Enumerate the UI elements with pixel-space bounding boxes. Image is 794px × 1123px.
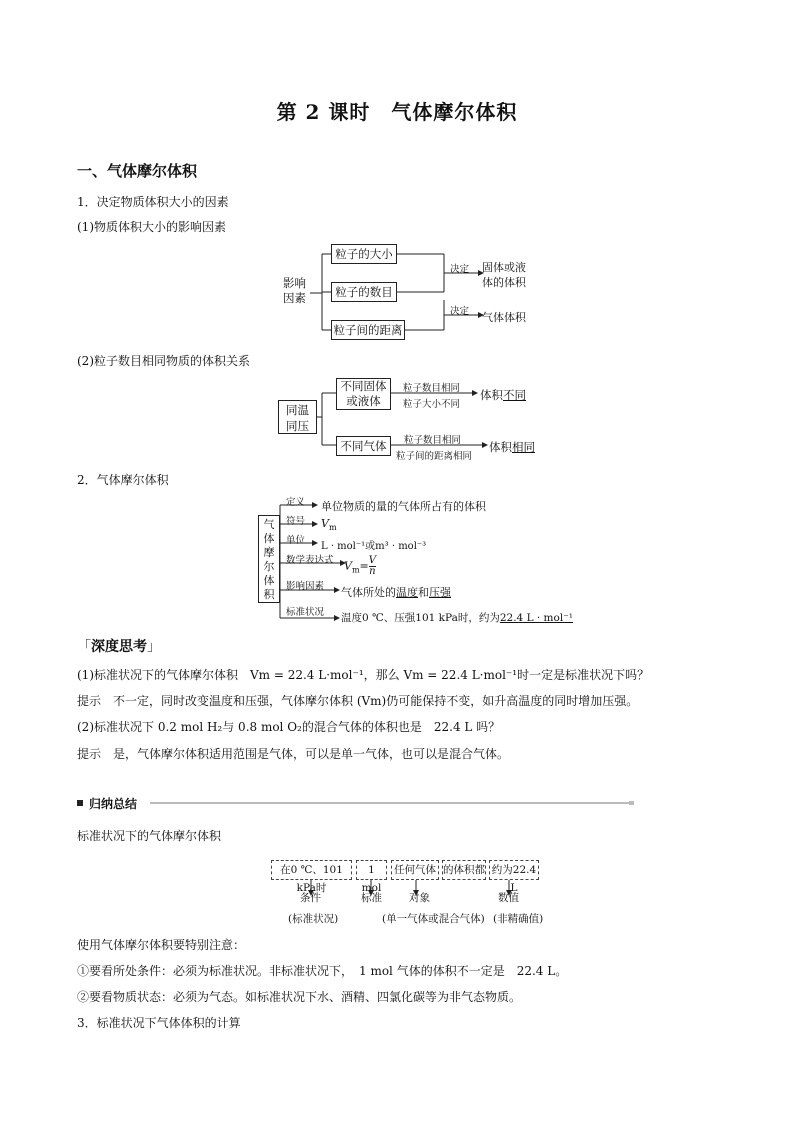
d4-box-amount: 1 mol bbox=[356, 860, 387, 880]
d4-caption-object-note: (单一气体或混合气体) bbox=[382, 913, 485, 925]
d3-val-definition: 单位物质的量的气体所占有的体积 bbox=[321, 500, 486, 513]
note-1: ①要看所处条件：必须为标准状况。非标准状况下， 1 mol 气体的体积不一定是 22.4 L。 bbox=[77, 964, 568, 978]
d1-box-count: 粒子的数目 bbox=[331, 282, 397, 302]
note-2: ②要看物质状态：必须为气态。如标准状况下水、酒精、四氯化碳等为非气态物质。 bbox=[77, 990, 522, 1004]
d3-val-factors: 气体所处的温度和压强 bbox=[341, 586, 451, 599]
d1-decide-2: 决定 bbox=[450, 306, 470, 317]
d1-result-gas: 气体体积 bbox=[482, 311, 526, 324]
d1-left-label: 影响 因素 bbox=[283, 276, 306, 305]
d3-left-box: 气 体 摩 尔 体 积 bbox=[258, 515, 280, 603]
d3-key-symbol: 符号 bbox=[286, 516, 306, 527]
d2-left-box: 同温 同压 bbox=[278, 400, 317, 434]
d2-label-2b: 粒子间的距离相同 bbox=[396, 451, 473, 462]
d3-key-standard: 标准状况 bbox=[286, 607, 325, 618]
d3-key-factors: 影响因素 bbox=[286, 581, 325, 592]
d1-box-size: 粒子的大小 bbox=[331, 244, 397, 264]
d3-key-formula: 数学表达式 bbox=[286, 555, 334, 566]
item-2: 2．气体摩尔体积 bbox=[77, 473, 169, 487]
section-heading: 一、气体摩尔体积 bbox=[77, 162, 198, 180]
question-1: (1)标准状况下的气体摩尔体积 Vm = 22.4 L·mol⁻¹，那么 Vm = 22.4 L·mol⁻¹时一定是标准状况下吗？ bbox=[77, 668, 650, 682]
question-2: (2)标准状况下 0.2 mol H₂与 0.8 mol O₂的混合气体的体积也是 22.4 L 吗？ bbox=[77, 720, 501, 734]
d3-val-unit: L · mol⁻¹或m³ · mol⁻³ bbox=[321, 541, 427, 552]
d3-key-definition: 定义 bbox=[286, 497, 306, 508]
d2-label-1a: 粒子数目相同 bbox=[403, 383, 461, 394]
d4-caption-condition-note: (标准状况) bbox=[288, 913, 339, 925]
d4-box-value: 约为22.4 L bbox=[489, 860, 539, 880]
d3-key-unit: 单位 bbox=[286, 535, 306, 546]
d3-val-standard: 温度0 ℃、压强101 kPa时，约为22.4 L · mol⁻¹ bbox=[341, 612, 573, 624]
d4-box-gas: 任何气体 bbox=[391, 860, 439, 880]
item-3: 3．标准状况下气体体积的计算 bbox=[77, 1016, 241, 1030]
d2-box-gas: 不同气体 bbox=[336, 436, 391, 456]
d2-label-2a: 粒子数目相同 bbox=[404, 435, 462, 446]
item-1: 1．决定物质体积大小的因素 bbox=[77, 195, 229, 209]
d3-val-symbol: $V_m$ bbox=[321, 517, 337, 533]
d1-decide-1: 决定 bbox=[450, 264, 470, 275]
summary-intro: 标准状况下的气体摩尔体积 bbox=[77, 829, 222, 843]
note-heading: 使用气体摩尔体积要特别注意： bbox=[77, 938, 246, 952]
d1-result-solid: 固体或液 体的体积 bbox=[482, 261, 526, 289]
page-title: 第 2 课时 气体摩尔体积 bbox=[276, 100, 518, 124]
d4-box-condition: 在0 ℃、101 kPa时 bbox=[271, 860, 352, 880]
sub-item-2: (2)粒子数目相同物质的体积关系 bbox=[77, 354, 250, 368]
d2-label-1b: 粒子大小不同 bbox=[403, 399, 461, 410]
d4-caption-value: 数值 bbox=[498, 892, 519, 904]
d1-box-distance: 粒子间的距离 bbox=[331, 320, 405, 340]
d4-caption-value-note: (非精确值) bbox=[493, 913, 544, 925]
d4-caption-object: 对象 bbox=[409, 892, 430, 904]
answer-1: 提示 不一定，同时改变温度和压强，气体摩尔体积 (Vm)仍可能保持不变，如升高温度的同时增加压强。 bbox=[77, 694, 639, 708]
d2-result-different: 体积不同 bbox=[480, 388, 526, 402]
sub-item-1: (1)物质体积大小的影响因素 bbox=[77, 220, 226, 234]
d3-val-formula: $V_m=$ $\frac{V}{n}$ bbox=[344, 555, 376, 577]
answer-2: 提示 是，气体摩尔体积适用范围是气体，可以是单一气体，也可以是混合气体。 bbox=[77, 747, 510, 761]
summary-heading: 归纳总结 bbox=[89, 797, 138, 811]
deep-thinking-heading: 「深度思考」 bbox=[77, 639, 161, 655]
d4-caption-condition: 条件 bbox=[300, 892, 321, 904]
d2-box-solid: 不同固体 或液体 bbox=[336, 378, 391, 410]
d2-result-same: 体积相同 bbox=[489, 440, 535, 454]
d4-caption-standard: 标准 bbox=[361, 892, 382, 904]
d4-box-volume: 的体积都 bbox=[442, 860, 486, 880]
